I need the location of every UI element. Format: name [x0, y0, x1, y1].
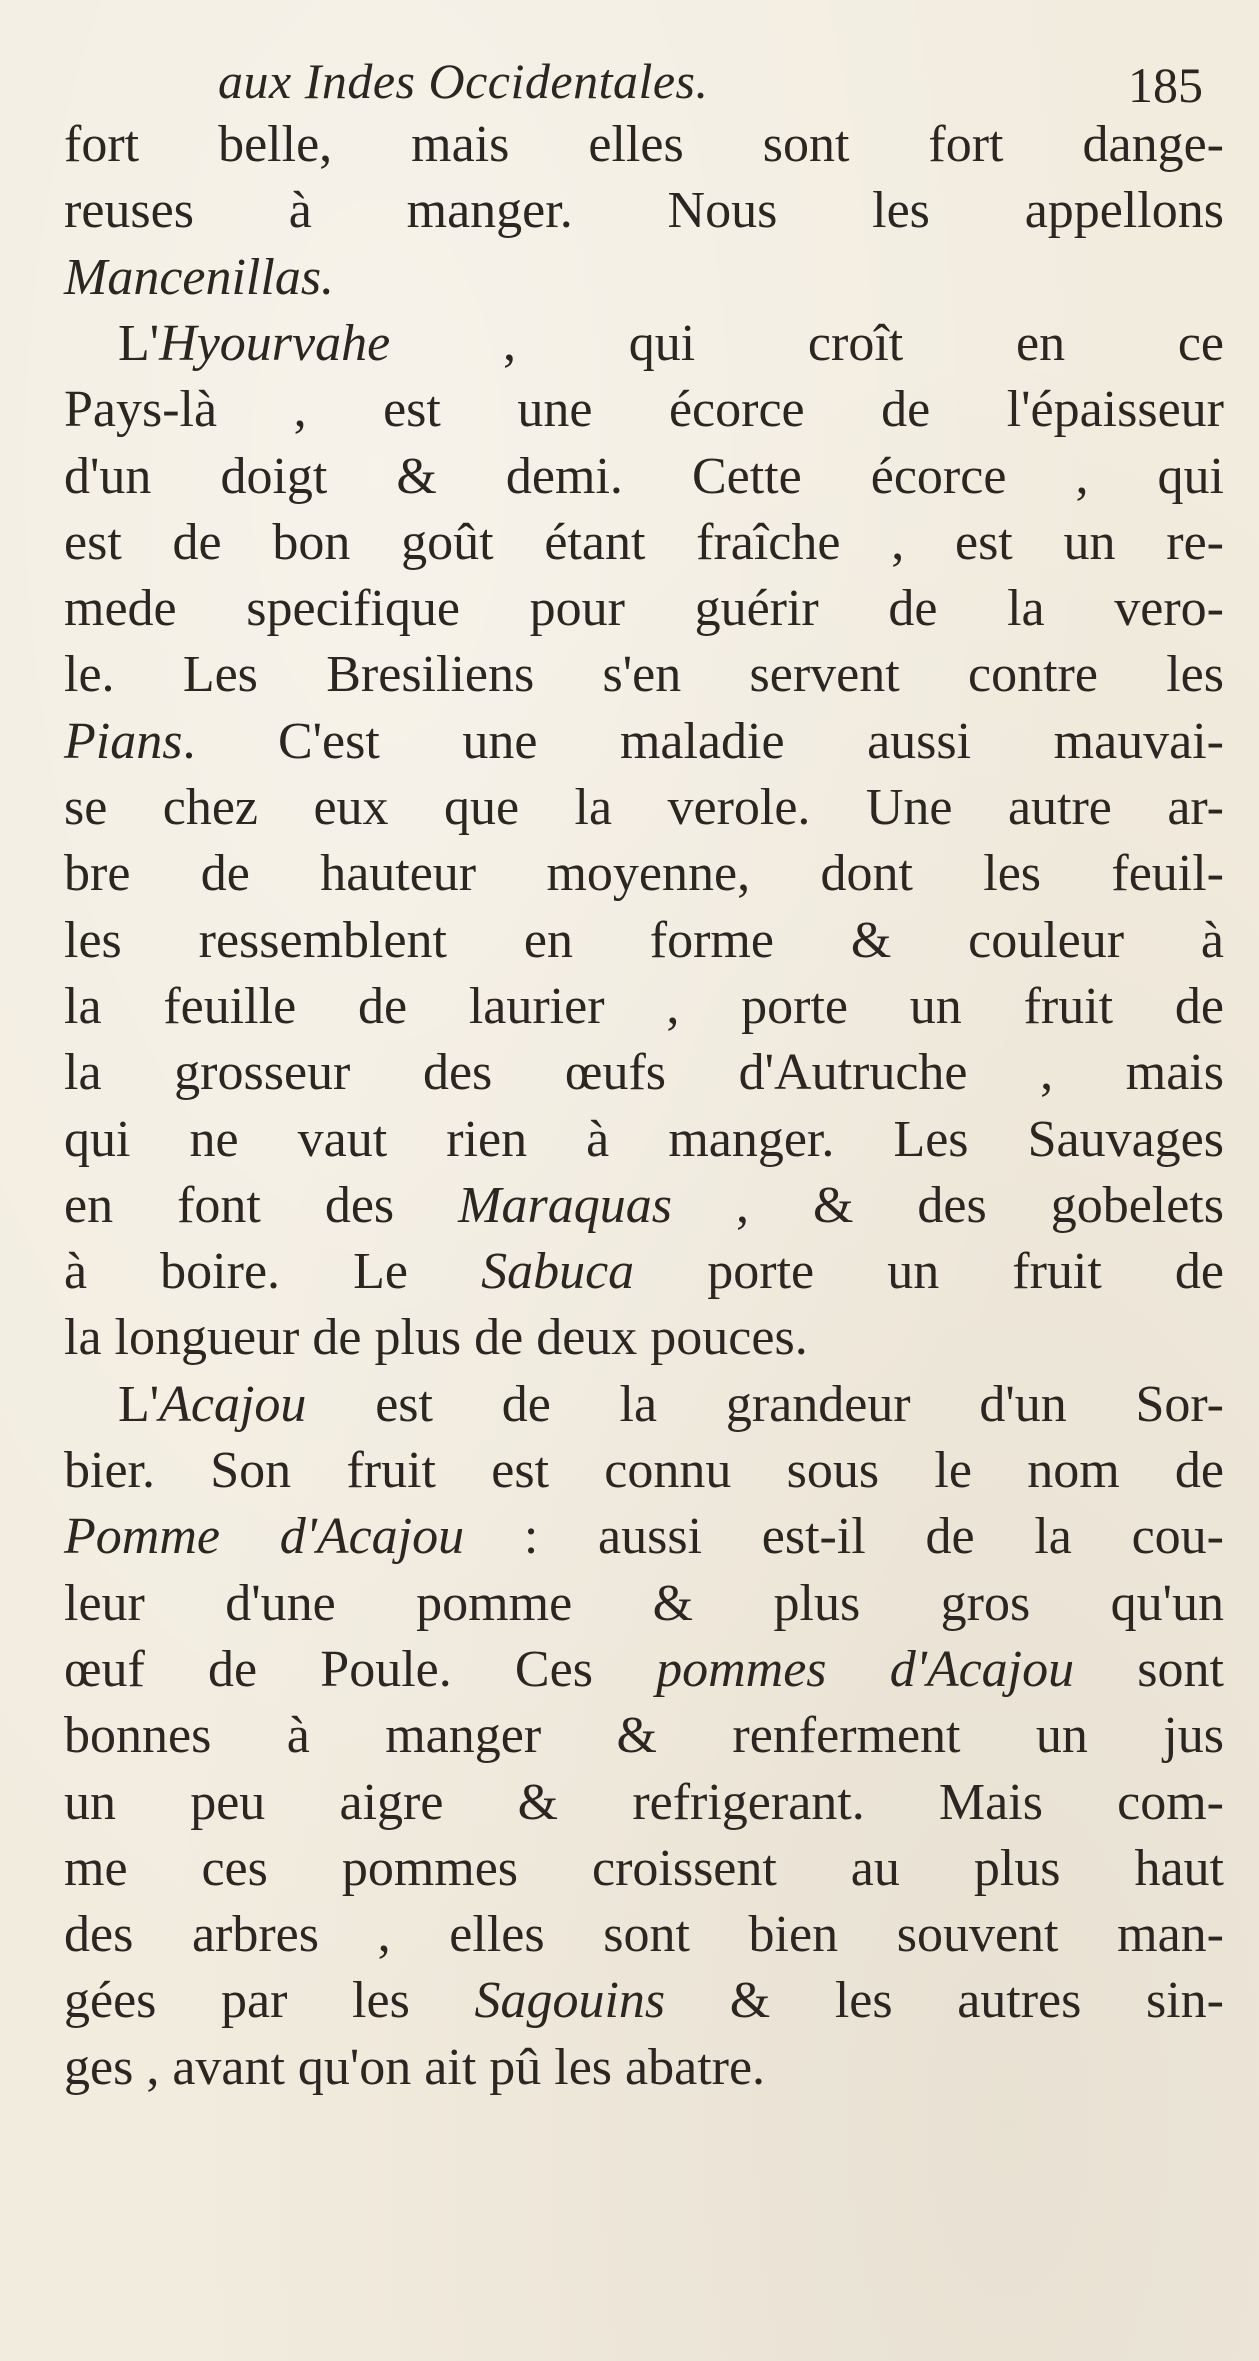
text-line [64, 908, 1224, 974]
text-segment: Mancenillas. [64, 248, 335, 306]
text-line [64, 1968, 1224, 2034]
text-segment: sont [1074, 1640, 1224, 1698]
text-line [64, 841, 1224, 907]
text-line [64, 974, 1224, 1040]
text-line [64, 1902, 1224, 1968]
italic-segment: Maraquas [458, 1176, 672, 1234]
text-line [64, 775, 1224, 841]
italic-segment: Sabuca [481, 1243, 635, 1301]
text-segment: , qui croît en ce [390, 314, 1224, 372]
text-segment: des arbres , elles sont bien souvent man- [64, 1906, 1224, 1964]
text-line [64, 576, 1224, 642]
text-segment: ges , avant qu'on ait pû les abatre. [64, 2038, 766, 2096]
text-segment: bre de hauteur moyenne, dont les feuil- [64, 845, 1224, 903]
text-line [64, 1836, 1224, 1902]
text-segment: , & des gobelets [671, 1176, 1224, 1234]
text-segment: le. Les Bresiliens s'en servent contre les [64, 646, 1224, 704]
text-segment: en font des [64, 1176, 459, 1234]
text-line [64, 1239, 1224, 1305]
text-segment: mede specifique pour guérir de la vero- [64, 580, 1224, 638]
text-segment: L' [118, 1375, 160, 1433]
text-line [64, 1040, 1224, 1106]
text-segment: : aussi est-il de la cou- [464, 1508, 1224, 1566]
text-segment: bonnes à manger & renferment un jus [64, 1707, 1224, 1765]
text-segment: porte un fruit de [634, 1243, 1224, 1301]
text-segment: L' [118, 314, 160, 372]
text-line [64, 1372, 1224, 1438]
text-segment: . C'est une maladie aussi mauvai- [182, 712, 1224, 770]
italic-segment: Pomme d'Acajou [64, 1508, 465, 1566]
text-line [64, 510, 1224, 576]
text-segment: reuses à manger. Nous les appellons [64, 182, 1224, 240]
text-segment: les ressemblent en forme & couleur à [64, 911, 1224, 969]
text-segment: la longueur de plus de deux pouces. [64, 1309, 808, 1367]
text-line [64, 642, 1224, 708]
text-segment: gées par les [64, 1972, 475, 2030]
text-segment: œuf de Poule. Ces [64, 1640, 657, 1698]
text-segment: un peu aigre & refrigerant. Mais com- [64, 1773, 1224, 1831]
text-segment: est de la grandeur d'un Sor- [306, 1375, 1224, 1433]
text-segment: fort belle, mais elles sont fort dange- [64, 116, 1224, 173]
running-head: aux Indes Occidentales. [218, 53, 709, 109]
text-segment: à boire. Le [64, 1243, 482, 1301]
italic-segment: Pians [64, 712, 183, 770]
text-line [64, 1637, 1224, 1703]
text-line [64, 1571, 1224, 1637]
text-line [64, 444, 1224, 510]
text-segment: & les autres sin- [665, 1972, 1224, 2030]
text-segment: Pays-là , est une écorce de l'épaisseur [64, 381, 1224, 439]
text-line [64, 245, 334, 311]
text-segment: la grosseur des œufs d'Autruche , mais [64, 1044, 1224, 1102]
text-line [64, 178, 1224, 244]
italic-segment: Acajou [159, 1375, 307, 1433]
text-segment: bier. Son fruit est connu sous le nom de [64, 1442, 1224, 1499]
text-segment: d'un doigt & demi. Cette écorce , qui [64, 447, 1224, 505]
text-line [64, 1770, 1224, 1836]
text-line [64, 1173, 1224, 1239]
text-line [64, 311, 1224, 377]
italic-segment: pommes d'Acajou [656, 1640, 1075, 1698]
italic-segment: Hyourvahe [159, 314, 391, 372]
text-segment: est de bon goût étant fraîche , est un re- [64, 513, 1224, 571]
text-line [64, 2035, 765, 2101]
text-line [64, 1504, 1224, 1570]
text-line [64, 709, 1224, 775]
text-segment: la feuille de laurier , porte un fruit de [64, 977, 1224, 1035]
page-number: 185 [1128, 57, 1203, 113]
text-line [64, 1438, 1224, 1504]
text-segment: se chez eux que la verole. Une autre ar- [64, 779, 1224, 836]
text-line [64, 1703, 1224, 1769]
text-line [64, 1305, 808, 1371]
text-line [64, 1107, 1224, 1173]
text-segment: me ces pommes croissent au plus haut [64, 1839, 1224, 1897]
text-segment: leur d'une pomme & plus gros qu'un [64, 1574, 1224, 1632]
text-line [64, 377, 1224, 443]
text-line [64, 112, 1224, 178]
italic-segment: Sagouins [474, 1972, 666, 2030]
text-segment: qui ne vaut rien à manger. Les Sauvages [64, 1110, 1224, 1168]
